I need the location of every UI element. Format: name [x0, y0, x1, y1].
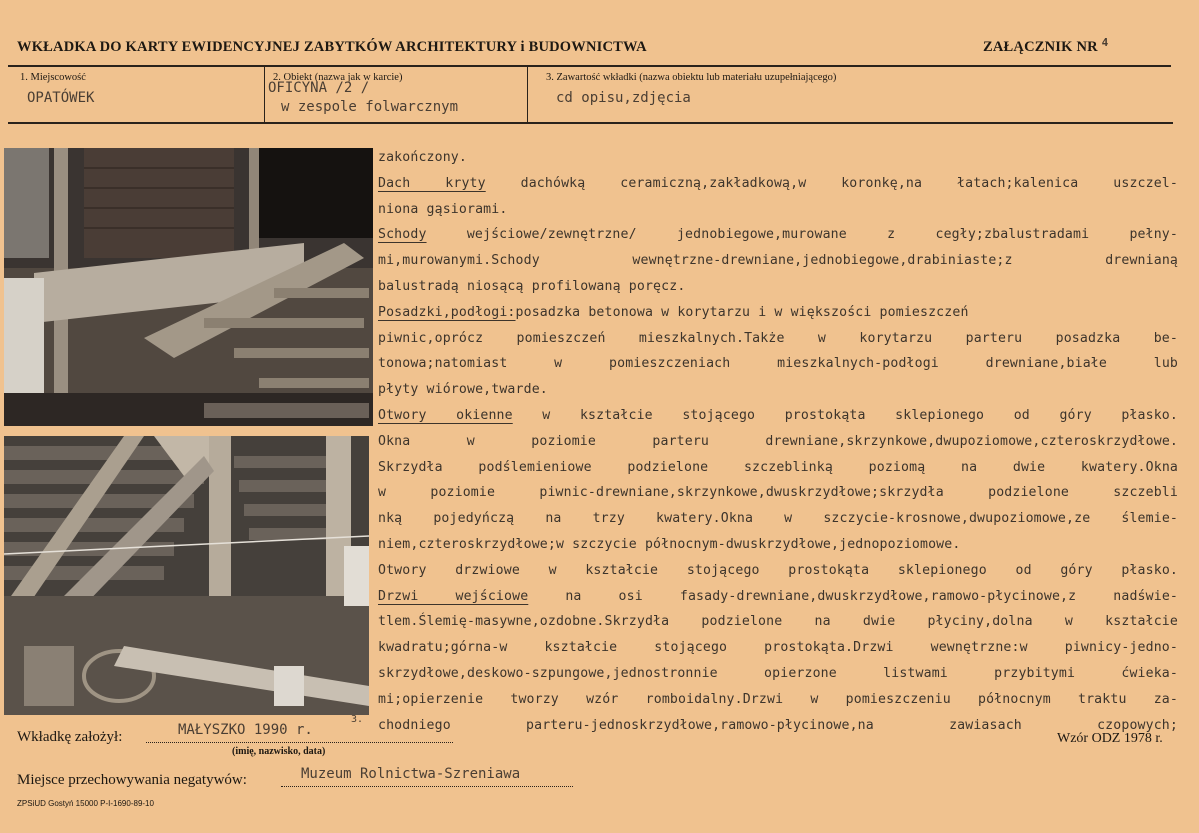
- text-line: [378, 300, 1178, 326]
- founder-label: Wkładkę założył:: [17, 729, 123, 745]
- founder-line: [146, 742, 453, 743]
- text-line: [378, 584, 1178, 610]
- text-line: płyty wiórowe,twarde.: [378, 382, 548, 398]
- attachment-number: 4: [1101, 36, 1109, 49]
- founder-note: 3.: [351, 714, 364, 725]
- heading-roof: Dach kryty: [378, 175, 486, 191]
- contents-value: cd opisu,zdjęcia: [556, 90, 691, 106]
- field-divider-2: [527, 67, 528, 123]
- text-line: kwadratu;górna-w kształcie stojącego prostokąta.Drzwi wewnętrzne:w piwnicy-jedno-: [378, 640, 1178, 656]
- text-line: mi,murowanymi.Schody wewnętrzne-drewniane,jednobiegowe,drabiniaste;z drewnianą: [378, 253, 1178, 269]
- text-span: na osi fasady-drewniane,dwuskrzydłowe,ramowo-płycinowe,z nadświe-: [528, 588, 1178, 604]
- header-rule-top: [8, 65, 1171, 67]
- description-text: [378, 145, 1178, 738]
- negatives-label: Miejsce przechowywania negatywów:: [17, 772, 247, 788]
- text-line: skrzydłowe,deskowo-szpungowe,jednostronnie opierzone listwami przybitymi ćwieka-: [378, 665, 1178, 681]
- text-line: w poziomie piwnic-drewniane,skrzynkowe,dwuskrzydłowe;skrzydła podzielone szczebli: [378, 485, 1178, 501]
- field-divider-1: [264, 67, 265, 123]
- locality-value: OPATÓWEK: [27, 90, 95, 106]
- attachment-label: [983, 36, 1109, 56]
- heading-stairs: Schody: [378, 227, 427, 243]
- text-line: balustradą niosącą profilowaną poręcz.: [378, 278, 686, 294]
- text-line: tlem.Ślemię-masywne,ozdobne.Skrzydła podzielone na dwie płyciny,dolna w kształcie: [378, 614, 1178, 630]
- negatives-line: [281, 786, 573, 787]
- text-span: dachówką ceramiczną,zakładkową,w koronkę,na łatach;kalenica uszczel-: [485, 175, 1178, 191]
- heading-floors: Posadzki,podłogi:: [378, 304, 516, 320]
- text-span: posadzka betonowa w korytarzu i w większości pomieszczeń: [515, 304, 969, 320]
- photo-attic: [4, 436, 369, 715]
- printer-imprint: ZPSiUD Gostyń 15000 P-I-1690-89-10: [17, 799, 154, 808]
- object-label: 2. Obiekt (nazwa jak w karcie): [273, 72, 403, 83]
- founder-caption: (imię, nazwisko, data): [232, 746, 326, 757]
- text-line: chodniego parteru-jednoskrzydłowe,ramowo-płycinowe,na zawiasach czopowych;: [378, 717, 1178, 733]
- text-line: Skrzydła podślemieniowe podzielone szczeblinką poziomą na dwie kwatery.Okna: [378, 459, 1178, 475]
- text-line: Okna w poziomie parteru drewniane,skrzynkowe,dwupoziomowe,czteroskrzydłowe.: [378, 433, 1178, 449]
- header-rule-bottom: [8, 122, 1173, 124]
- text-line: niem,czteroskrzydłowe;w szczycie północnym-dwuskrzydłowe,jednopoziomowe.: [378, 536, 961, 552]
- text-span: wejściowe/zewnętrzne/ jednobiegowe,murowane z cegły;zbalustradami pełny-: [426, 227, 1178, 243]
- locality-label: 1. Miejscowość: [20, 72, 86, 83]
- text-span: w kształcie stojącego prostokąta sklepionego od góry płasko.: [512, 407, 1178, 423]
- negatives-value: Muzeum Rolnictwa-Szreniawa: [301, 766, 521, 782]
- text-line: zakończony.: [378, 150, 467, 165]
- contents-label: 3. Zawartość wkładki (nazwa obiektu lub materiału uzupełniającego): [546, 72, 837, 83]
- text-line: mi;opierzenie tworzy wzór romboidalny.Drzwi w pomieszczeniu północnym traktu za-: [378, 691, 1178, 707]
- photo-attic-image: [4, 436, 369, 715]
- heading-entrance-doors: Drzwi wejściowe: [378, 588, 529, 604]
- text-line: [378, 171, 1178, 197]
- attachment-label-text: ZAŁĄCZNIK NR: [983, 39, 1098, 55]
- text-line: tonowa;natomiast w pomieszczeniach mieszkalnych-podłogi drewniane,białe lub: [378, 356, 1178, 372]
- founder-value: MAŁYSZKO 1990 r.: [178, 722, 313, 738]
- object-value-line2: w zespole folwarcznym: [281, 99, 459, 115]
- heading-windows: Otwory okienne: [378, 407, 513, 423]
- text-line: piwnic,oprócz pomieszczeń mieszkalnych.Także w korytarzu parteru posadzka be-: [378, 330, 1178, 346]
- text-line: nką pojedyńczą na trzy kwatery.Okna w szczycie-krosnowe,dwupoziomowe,ze ślemie-: [378, 511, 1178, 527]
- object-value: OFICYNA /2 /: [268, 80, 370, 96]
- text-line: niona gąsiorami.: [378, 201, 508, 217]
- photo-staircase: [4, 148, 373, 426]
- photo-staircase-image: [4, 148, 373, 426]
- text-line: [378, 222, 1178, 248]
- pattern-label: Wzór ODZ 1978 r.: [1057, 731, 1163, 746]
- text-line: Otwory drzwiowe w kształcie stojącego prostokąta sklepionego od góry płasko.: [378, 562, 1178, 578]
- form-title: WKŁADKA DO KARTY EWIDENCYJNEJ ZABYTKÓW ARCHITEKTURY i BUDOWNICTWA: [17, 39, 647, 55]
- text-line: [378, 403, 1178, 429]
